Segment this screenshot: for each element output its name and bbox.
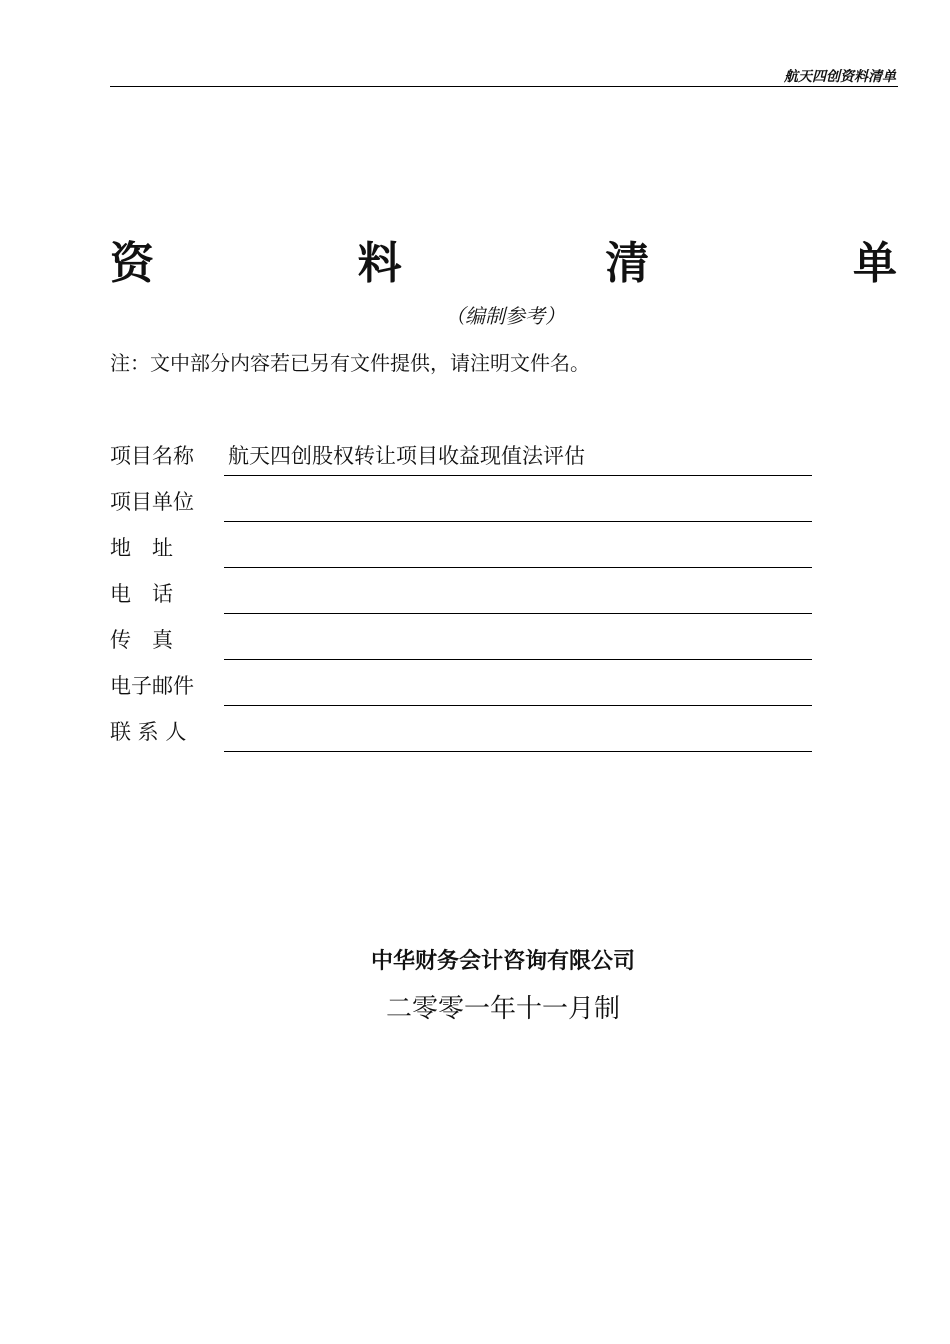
form-underline [224,751,812,752]
header-rule [110,86,898,87]
form-label: 电子邮件 [110,674,194,698]
form-label: 项目名称 [110,444,194,468]
form-label: 项目单位 [110,490,194,514]
subtitle: （编制参考） [445,304,565,328]
form-underline [224,475,812,476]
title-char: 资 [110,238,154,289]
title-char: 单 [852,238,897,289]
form-label: 联 系 人 [110,720,187,744]
form-label: 地 址 [110,536,173,560]
form-underline [224,613,812,614]
form-underline [224,567,812,568]
form-label: 传 真 [110,628,173,652]
document-title [110,236,897,292]
form-underline [224,521,812,522]
title-char: 清 [605,238,650,289]
project-name-field[interactable]: 航天四创股权转让项目收益现值法评估 [228,444,585,468]
form-underline [224,705,812,706]
running-title: 航天四创资料清单 [784,69,896,85]
title-char: 料 [357,238,402,289]
company-name: 中华财务会计咨询有限公司 [370,949,635,974]
form-underline [224,659,812,660]
form-label: 电 话 [110,582,173,606]
issue-date: 二零零一年十一月制 [385,994,620,1024]
note: 注：文中部分内容若已另有文件提供，请注明文件名。 [110,351,590,375]
